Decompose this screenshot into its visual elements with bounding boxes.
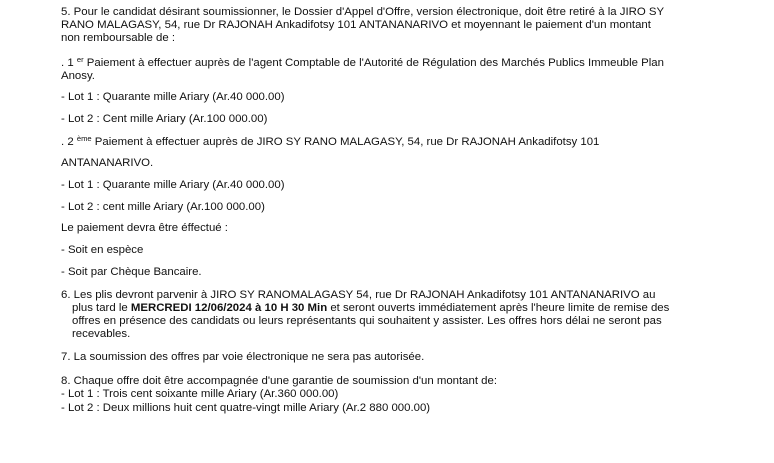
payment-2-prefix: . 2: [61, 136, 74, 148]
paragraph-6-line-3: offres en présence des candidats ou leurs représentants qui souhaitent y assister. Les offres hors délai ne seront pas: [72, 315, 662, 327]
payment-1-line-2: Anosy.: [61, 70, 95, 82]
payment-mode-cheque: - Soit par Chèque Bancaire.: [61, 266, 202, 278]
payment-2-superscript: ème: [76, 134, 92, 143]
payment-1-line-1: [61, 57, 664, 69]
paragraph-6-line-1: 6. Les plis devront parvenir à JIRO SY RANOMALAGASY 54, rue Dr RAJONAH Ankadifotsy 101 ANTANANARIVO au: [61, 289, 656, 301]
paragraph-5-line-1: 5. Pour le candidat désirant soumissionner, le Dossier d'Appel d'Offre, version électronique, doit être retiré à la JIRO SY: [61, 6, 665, 18]
payment-1-lot-1: - Lot 1 : Quarante mille Ariary (Ar.40 000.00): [61, 91, 285, 103]
paragraph-6-deadline-prefix: plus tard le: [72, 302, 131, 314]
paragraph-8-lot-1: - Lot 1 : Trois cent soixante mille Ariary (Ar.360 000.00): [61, 388, 339, 400]
payment-mode-intro: Le paiement devra être éffectué :: [61, 222, 228, 234]
paragraph-7-line-1: 7. La soumission des offres par voie électronique ne sera pas autorisée.: [61, 351, 425, 363]
paragraph-5-line-3: non remboursable de :: [61, 32, 175, 44]
paragraph-5-line-2: RANO MALAGASY, 54, rue Dr RAJONAH Ankadifotsy 101 ANTANANARIVO et moyennant le paiement d'un montant: [61, 19, 651, 31]
payment-1-prefix: . 1: [61, 57, 74, 69]
paragraph-6-line-4: recevables.: [72, 328, 131, 340]
paragraph-6-line-2: [72, 302, 669, 314]
payment-mode-cash: - Soit en espèce: [61, 244, 144, 256]
paragraph-6-deadline-suffix: et seront ouverts immédiatement après l'heure limite de remise des: [327, 302, 670, 314]
payment-2-text: Paiement à effectuer auprès de JIRO SY RANO MALAGASY, 54, rue Dr RAJONAH Ankadifotsy 101: [94, 136, 600, 148]
payment-2-lot-2: - Lot 2 : cent mille Ariary (Ar.100 000.00): [61, 201, 265, 213]
payment-1-text: Paiement à effectuer auprès de l'agent Comptable de l'Autorité de Régulation des Marchés Publics Immeuble Plan: [86, 57, 664, 69]
paragraph-6-deadline: MERCREDI 12/06/2024 à 10 H 30 Min: [130, 302, 328, 314]
paragraph-8-lot-2: - Lot 2 : Deux millions huit cent quatre-vingt mille Ariary (Ar.2 880 000.00): [61, 402, 431, 414]
payment-2-line-1: [61, 136, 599, 148]
payment-1-superscript: er: [76, 55, 84, 64]
paragraph-8-line-1: 8. Chaque offre doit être accompagnée d'une garantie de soumission d'un montant de:: [61, 375, 498, 387]
payment-2-line-2: ANTANANARIVO.: [61, 157, 154, 169]
payment-2-lot-1: - Lot 1 : Quarante mille Ariary (Ar.40 000.00): [61, 179, 285, 191]
payment-1-lot-2: - Lot 2 : Cent mille Ariary (Ar.100 000.00): [61, 113, 268, 125]
